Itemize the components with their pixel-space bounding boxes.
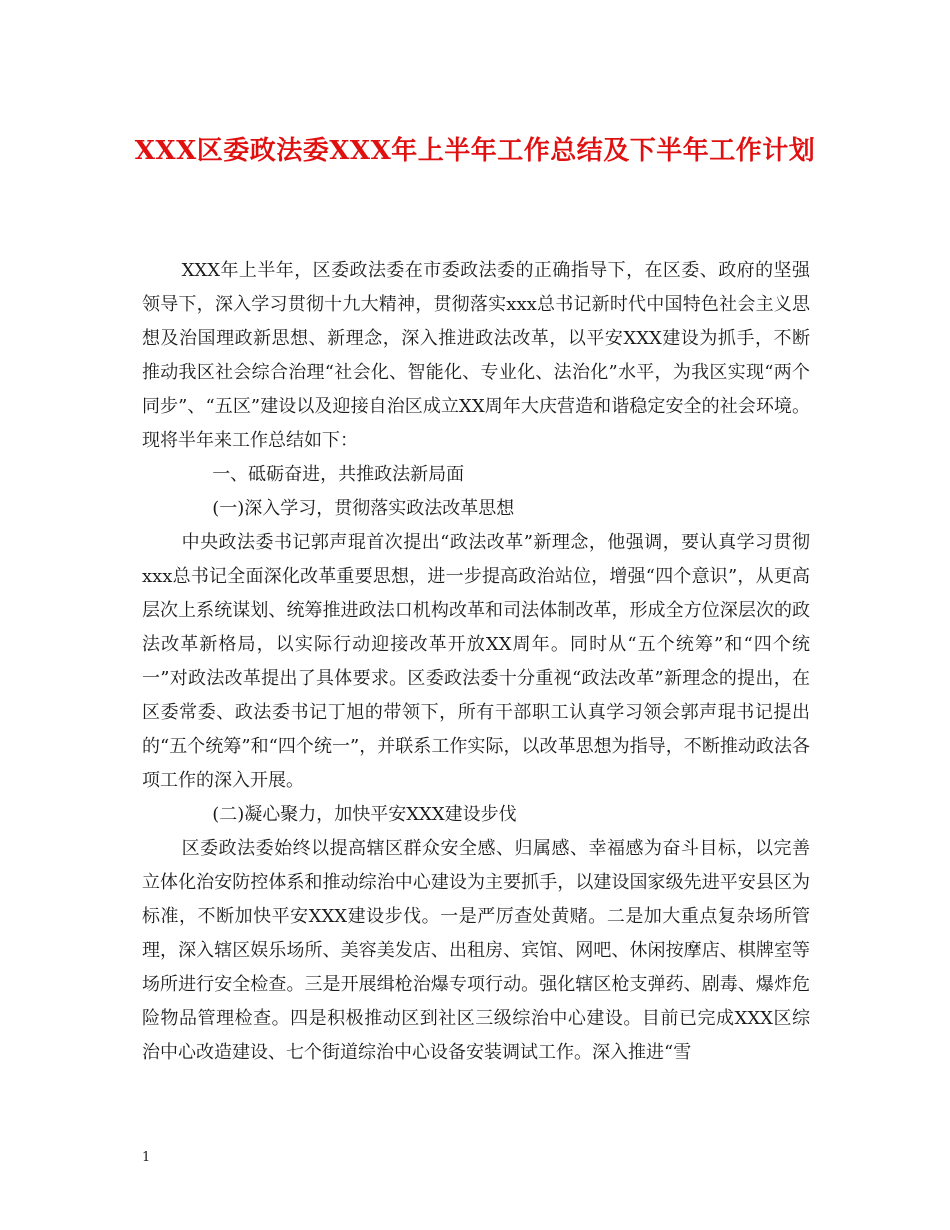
document-body — [142, 254, 810, 1070]
body-paragraph-2: 区委政法委始终以提高辖区群众安全感、归属感、幸福感为奋斗目标，以完善立体化治安防控体系和推动综治中心建设为主要抓手，以建设国家级先进平安县区为标准，不断加快平安XXX建设步伐。一是严厉查处黄赌。二是加大重点复杂场所管理，深入辖区娱乐场所、美容美发店、出租房、宾馆、网吧、休闲按摩店、棋牌室等场所进行安全检查。三是开展缉枪治爆专项行动。强化辖区枪支弹药、剧毒、爆炸危险物品管理检查。四是积极推动区到社区三级综治中心建设。目前已完成XXX区综治中心改造建设、七个街道综治中心设备安装调试工作。深入推进“雪 — [142, 838, 810, 1063]
intro-paragraph: XXX年上半年，区委政法委在市委政法委的正确指导下，在区委、政府的坚强领导下，深入学习贯彻十九大精神，贯彻落实xxx总书记新时代中国特色社会主义思想及治国理政新思想、新理念，深入推进政法改革，以平安XXX建设为抓手，不断推动我区社会综合治理“社会化、智能化、专业化、法治化”水平，为我区实现“两个同步”、“五区”建设以及迎接自治区成立XX周年大庆营造和谐稳定安全的社会环境。现将半年来工作总结如下： — [142, 260, 810, 451]
section-heading-1: 一、砥砺奋进，共推政法新局面 — [212, 464, 465, 485]
body-paragraph-1: 中央政法委书记郭声琨首次提出“政法改革”新理念，他强调，要认真学习贯彻xxx总书记全面深化改革重要思想，进一步提高政治站位，增强“四个意识”，从更高层次上系统谋划、统筹推进政法口机构改革和司法体制改革，形成全方位深层次的政法改革新格局，以实际行动迎接改革开放XX周年。同时从“五个统筹”和“四个统一”对政法改革提出了具体要求。区委政法委十分重视“政法改革”新理念的提出，在区委常委、政法委书记丁旭的带领下，所有干部职工认真学习领会郭声琨书记提出的“五个统筹”和“四个统一”，并联系工作实际，以改革思想为指导，不断推动政法各项工作的深入开展。 — [142, 532, 810, 791]
page-number: 1 — [142, 1150, 151, 1165]
document-title: XXX区委政法委XXX年上半年工作总结及下半年工作计划 — [134, 136, 816, 166]
subsection-heading-2: (二)凝心聚力，加快平安XXX建设步伐 — [212, 804, 517, 825]
subsection-heading-1: (一)深入学习，贯彻落实政法改革思想 — [212, 498, 515, 519]
